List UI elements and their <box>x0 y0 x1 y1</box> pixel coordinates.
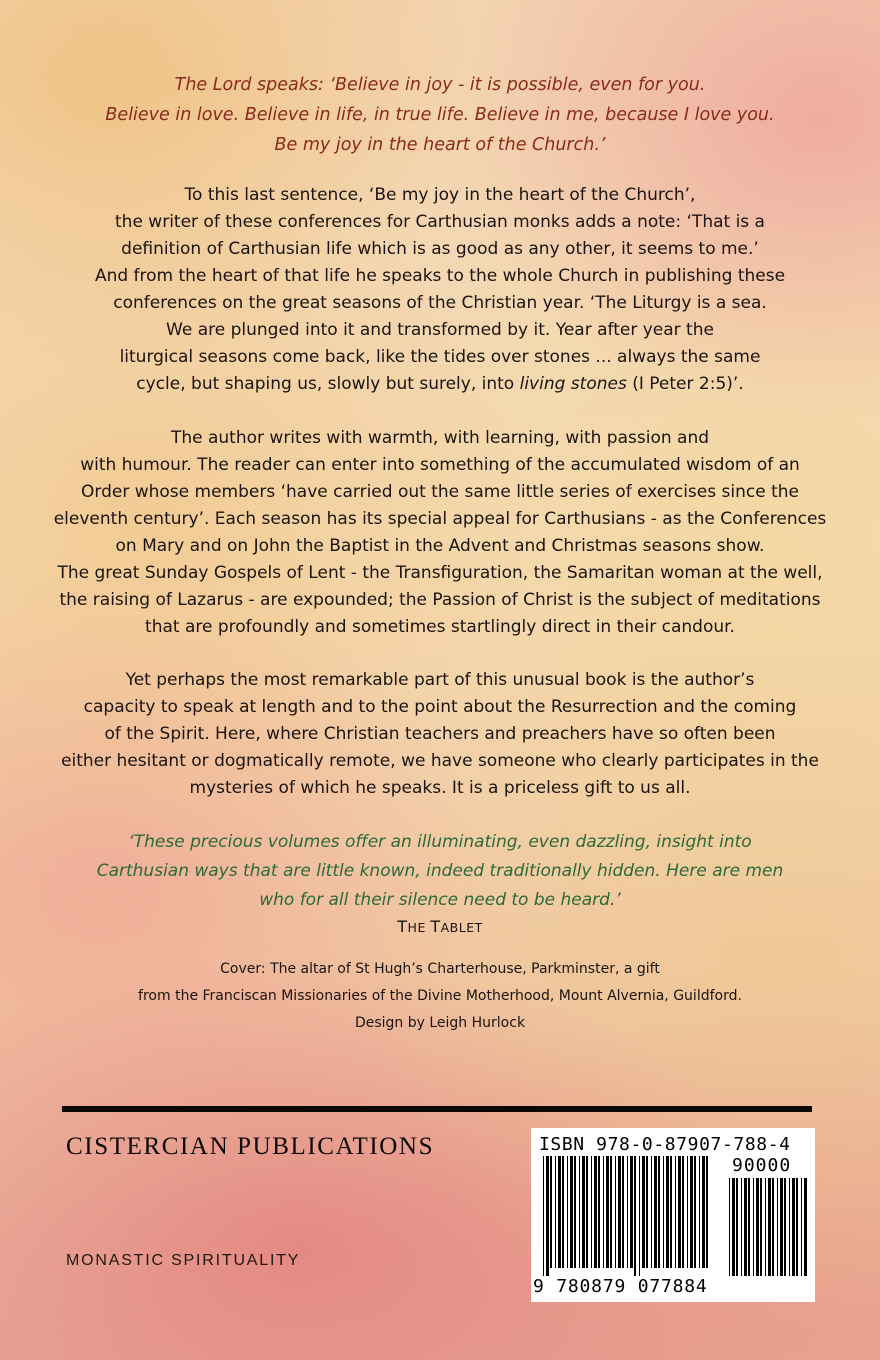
paragraph-line: mysteries of which he speaks. It is a priceless gift to us all. <box>189 778 691 798</box>
paragraph-line: the raising of Lazarus - are expounded; the Passion of Christ is the subject of meditations <box>59 590 821 610</box>
review-quote <box>0 828 880 915</box>
barcode-bar <box>670 1156 672 1268</box>
barcode-bar <box>562 1156 564 1268</box>
barcode-bar <box>634 1156 636 1276</box>
barcode-bar <box>579 1156 580 1268</box>
intro-quote-line: Believe in love. Believe in life, in true life. Believe in me, because I love you. <box>105 105 775 125</box>
paragraph-text: cycle, but shaping us, slowly but surely, into <box>136 374 520 394</box>
barcode-bar <box>663 1156 664 1268</box>
barcode-bar <box>702 1156 705 1268</box>
barcode-bar <box>768 1178 771 1276</box>
barcode-bar <box>658 1156 660 1268</box>
barcode-bar <box>622 1156 624 1268</box>
barcode-bar <box>772 1178 774 1276</box>
review-line: Carthusian ways that are little known, indeed traditionally hidden. Here are men <box>96 861 784 881</box>
barcode-bar <box>753 1178 754 1276</box>
barcode-bar <box>666 1156 669 1268</box>
barcode-bar <box>804 1178 807 1276</box>
barcode-main-bars <box>543 1156 711 1276</box>
paragraph-description <box>0 182 880 398</box>
barcode-bar <box>654 1156 657 1268</box>
barcode-bar <box>558 1156 561 1268</box>
barcode-bar <box>748 1178 750 1276</box>
barcode-bar <box>699 1156 700 1268</box>
barcode-bar <box>777 1178 778 1276</box>
barcode-bar <box>687 1156 688 1268</box>
barcode-bar <box>789 1178 790 1276</box>
barcode-bar <box>694 1156 696 1268</box>
isbn-barcode <box>531 1128 815 1302</box>
paragraph-line <box>0 371 880 398</box>
barcode-bar <box>639 1156 640 1276</box>
barcode-bar <box>586 1156 588 1268</box>
barcode-bar <box>543 1156 544 1276</box>
paragraph-line: capacity to speak at length and to the point about the Resurrection and the coming <box>83 697 797 717</box>
paragraph-line: Order whose members ‘have carried out the same little series of exercises since the <box>81 482 799 502</box>
barcode-bar <box>784 1178 786 1276</box>
barcode-bar <box>760 1178 762 1276</box>
barcode-bar <box>591 1156 592 1268</box>
barcode-addon-bars <box>729 1178 807 1284</box>
paragraph-line: on Mary and on John the Baptist in the Advent and Christmas seasons show. <box>115 536 765 556</box>
paragraph-author <box>0 425 880 641</box>
barcode-bar <box>546 1156 549 1276</box>
intro-quote <box>0 70 880 160</box>
paragraph-line: And from the heart of that life he speaks to the whole Church in publishing these <box>94 266 786 286</box>
paragraph-line: with humour. The reader can enter into something of the accumulated wisdom of an <box>80 455 800 475</box>
barcode-bar <box>555 1156 556 1268</box>
barcode-bar <box>582 1156 585 1268</box>
barcode-bar <box>765 1178 766 1276</box>
barcode-bar <box>550 1156 552 1268</box>
review-line: ‘These precious volumes offer an illuminating, even dazzling, insight into <box>128 832 752 852</box>
barcode-bar <box>642 1156 645 1268</box>
barcode-bar <box>567 1156 568 1268</box>
paragraph-line: We are plunged into it and transformed by it. Year after year the <box>166 320 714 340</box>
paragraph-line: The author writes with warmth, with learning, with passion and <box>170 428 710 448</box>
cover-credit-line: Cover: The altar of St Hugh’s Charterhouse, Parkminster, a gift <box>220 961 660 977</box>
barcode-bar <box>574 1156 576 1268</box>
series-name: MONASTIC SPIRITUALITY <box>66 1252 301 1269</box>
paragraph-line: eleventh century’. Each season has its special appeal for Carthusians - as the Conferences <box>53 509 827 529</box>
barcode-bar <box>736 1178 738 1276</box>
paragraph-line: To this last sentence, ‘Be my joy in the heart of the Church’, <box>184 185 696 205</box>
barcode-bar <box>780 1178 783 1276</box>
scripture-reference: (I Peter 2:5)’. <box>626 374 744 394</box>
paragraph-line: that are profoundly and sometimes startlingly direct in their candour. <box>145 617 735 637</box>
paragraph-line: either hesitant or dogmatically remote, we have someone who clearly participates in the <box>61 751 819 771</box>
paragraph-line: liturgical seasons come back, like the tides over stones ... always the same <box>119 347 761 367</box>
barcode-bar <box>615 1156 616 1268</box>
barcode-bar <box>756 1178 759 1276</box>
intro-quote-line: The Lord speaks: ‘Believe in joy - it is possible, even for you. <box>174 75 706 95</box>
cover-credits <box>0 956 880 1037</box>
barcode-bar <box>744 1178 747 1276</box>
barcode-bar <box>682 1156 684 1268</box>
paragraph-line: the writer of these conferences for Carthusian monks adds a note: ‘That is a <box>115 212 765 232</box>
review-line: who for all their silence need to be heard.’ <box>259 890 621 910</box>
scripture-emphasis: living stones <box>519 374 627 394</box>
isbn-text: ISBN 978-0-87907-788-4 <box>539 1134 791 1155</box>
review-attribution: THE TABLET <box>397 917 483 936</box>
barcode-bar <box>594 1156 597 1268</box>
barcode-bar <box>741 1178 742 1276</box>
design-credit: Design by Leigh Hurlock <box>354 1015 526 1031</box>
barcode-bar <box>651 1156 652 1268</box>
paragraph-line: Yet perhaps the most remarkable part of this unusual book is the author’s <box>125 670 755 690</box>
intro-quote-line: Be my joy in the heart of the Church.’ <box>274 135 606 155</box>
barcode-bar <box>618 1156 621 1268</box>
barcode-bar <box>630 1156 633 1268</box>
barcode-bar <box>678 1156 681 1268</box>
paragraph-line: definition of Carthusian life which is as good as any other, it seems to me.’ <box>121 239 759 259</box>
barcode-bar <box>606 1156 609 1268</box>
barcode-bar <box>792 1178 795 1276</box>
barcode-bar <box>690 1156 693 1268</box>
barcode-bar <box>610 1156 612 1268</box>
paragraph-line: The great Sunday Gospels of Lent - the Transfiguration, the Samaritan woman at the well, <box>57 563 823 583</box>
barcode-bar <box>801 1178 802 1276</box>
barcode-bar <box>603 1156 604 1268</box>
ean-digits: 9 780879 077884 <box>533 1276 708 1297</box>
barcode-bar <box>598 1156 600 1268</box>
barcode-bar <box>675 1156 676 1268</box>
back-cover-text <box>0 70 880 1037</box>
paragraph-resurrection <box>0 667 880 802</box>
barcode-bar <box>732 1178 735 1276</box>
barcode-bar <box>796 1178 798 1276</box>
barcode-bar <box>646 1156 648 1268</box>
cover-credit-line: from the Franciscan Missionaries of the Divine Motherhood, Mount Alvernia, Guildford. <box>138 988 742 1004</box>
barcode-bar <box>706 1156 708 1268</box>
price-addon-text: 90000 <box>732 1155 792 1176</box>
barcode-bar <box>729 1178 730 1276</box>
publisher-name: CISTERCIAN PUBLICATIONS <box>66 1133 435 1160</box>
paragraph-line: conferences on the great seasons of the Christian year. ‘The Liturgy is a sea. <box>113 293 767 313</box>
barcode-bar <box>570 1156 573 1268</box>
barcode-bar <box>627 1156 628 1268</box>
paragraph-line: of the Spirit. Here, where Christian teachers and preachers have so often been <box>104 724 776 744</box>
divider-rule <box>62 1106 812 1112</box>
